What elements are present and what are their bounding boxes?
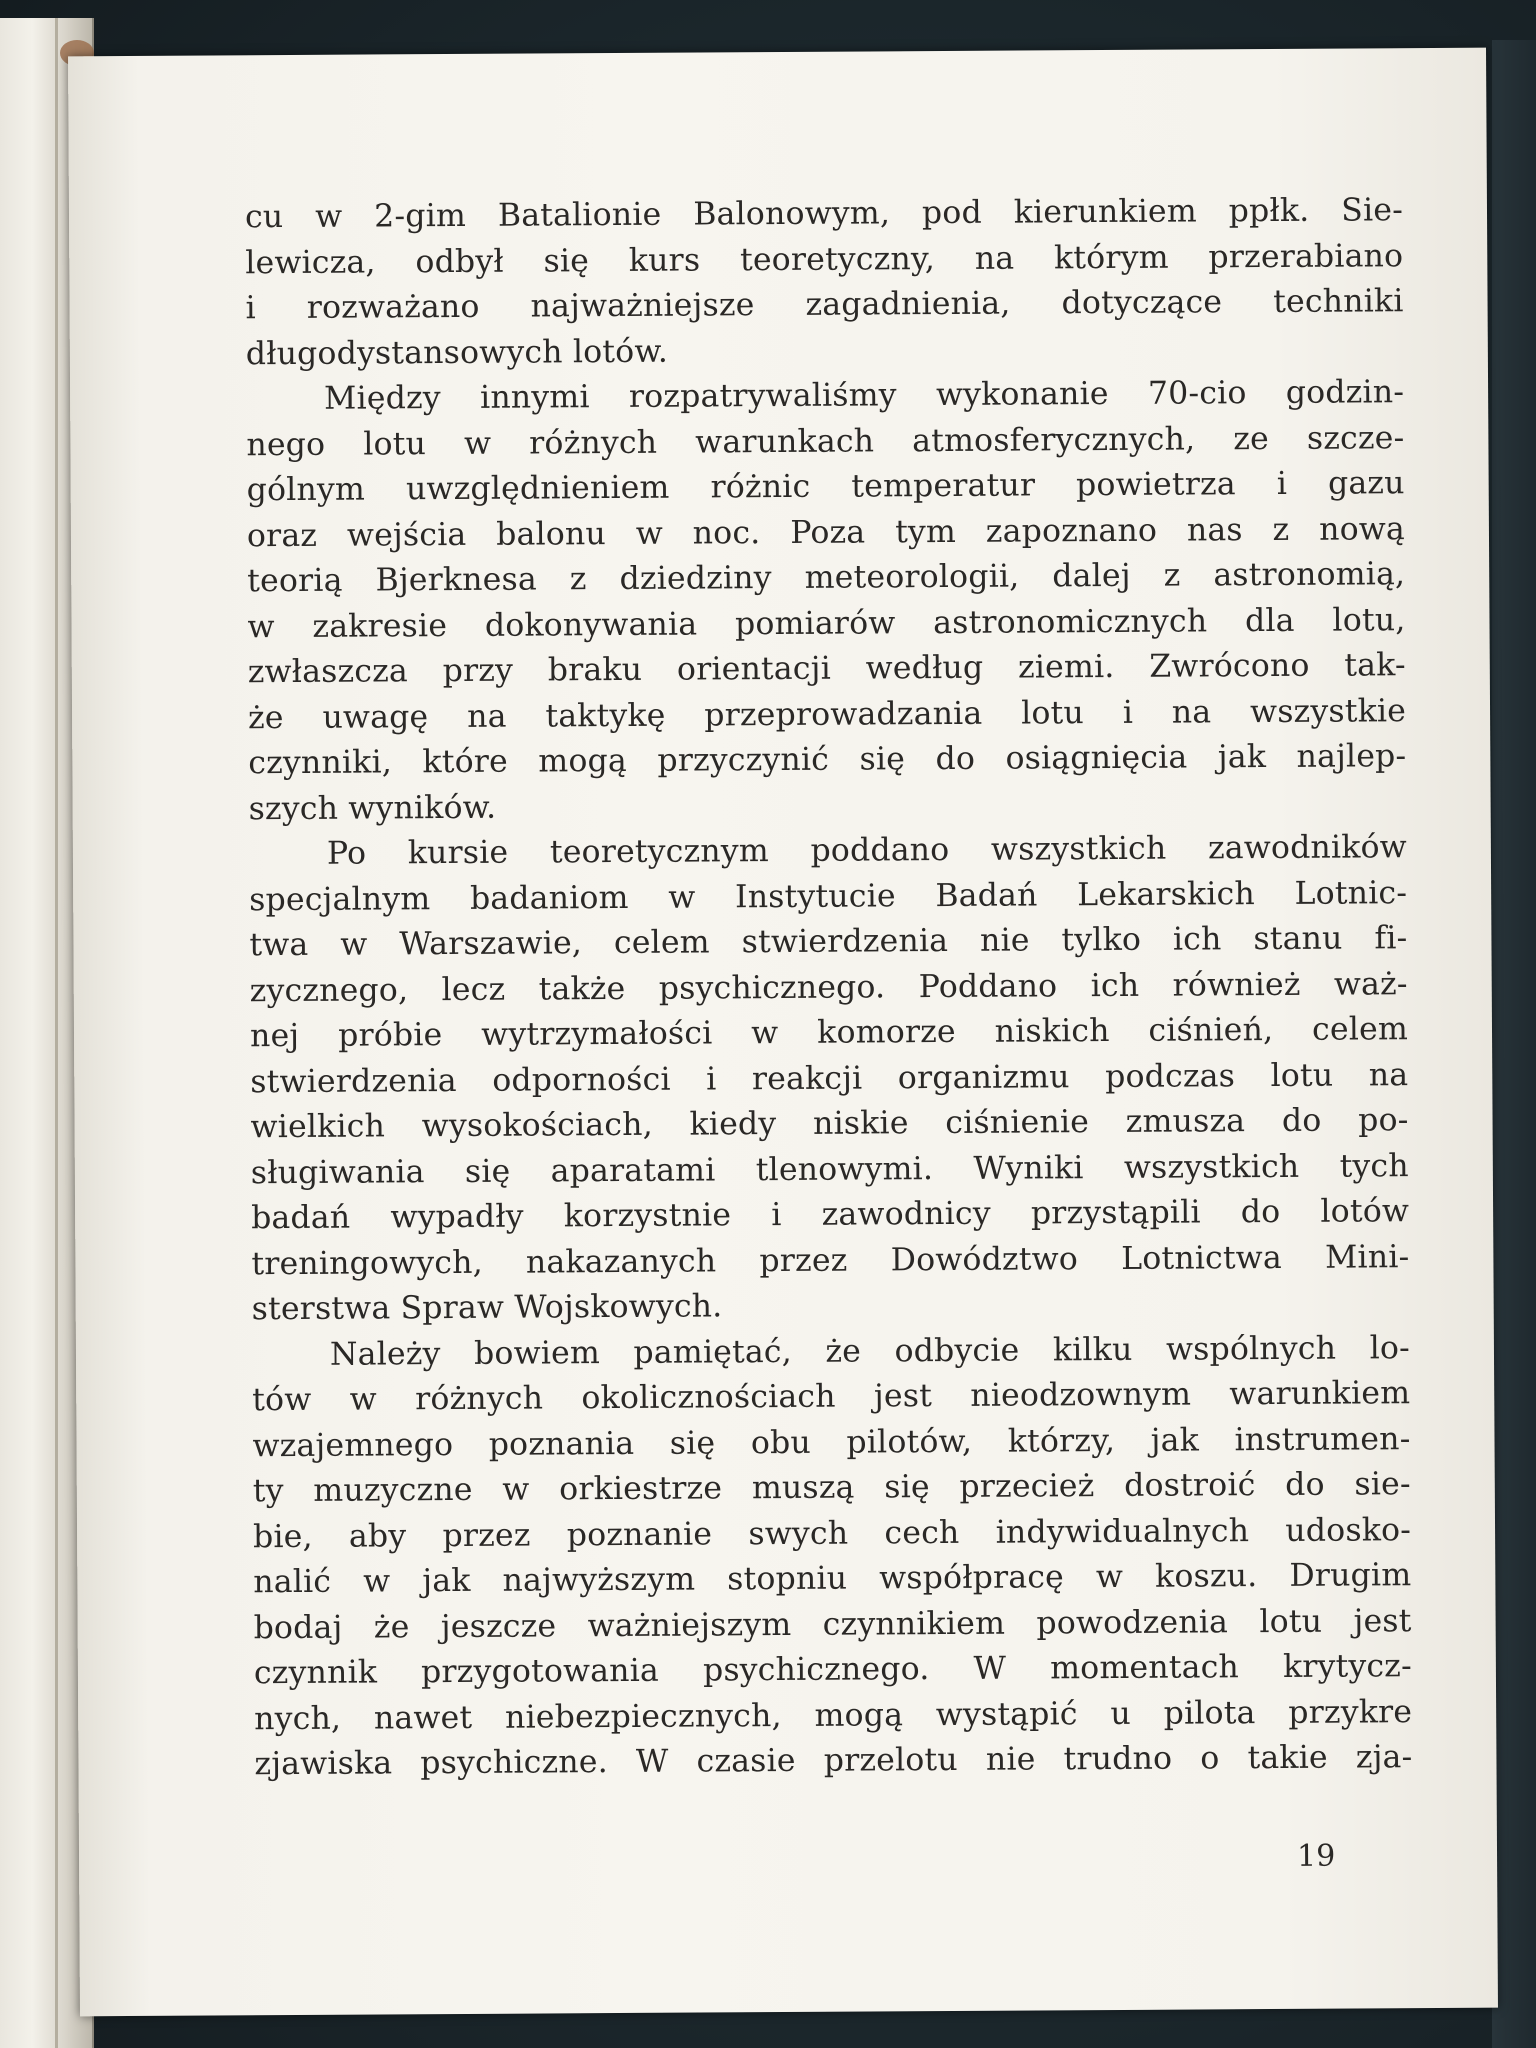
text-line: Po kursie teoretycznym poddano wszystkich zawodników: [326, 829, 1407, 872]
text-line: specjalnym badaniom w Instytucie Badań Lekarskich Lotnic-: [249, 874, 1408, 918]
text-line: wzajemnego poznania się obu pilotów, którzy, jak instrumen-: [252, 1420, 1411, 1464]
text-line: bodaj że jeszcze ważniejszym czynnikiem powodzenia lotu jest: [253, 1602, 1412, 1646]
text-line: nalić w jak najwyższym stopniu współpracę w koszu. Drugim: [253, 1557, 1412, 1601]
text-line: Należy bowiem pamiętać, że odbycie kilku wspólnych lo-: [329, 1329, 1411, 1373]
text-line: w zakresie dokonywania pomiarów astronomicznych dla lotu,: [247, 601, 1406, 645]
text-line: twa w Warszawie, celem stwierdzenia nie tylko ich stanu fi-: [249, 920, 1408, 964]
text-line: szych wyników.: [248, 789, 497, 827]
text-line: gólnym uwzględnieniem różnic temperatur powietrza i gazu: [246, 465, 1405, 509]
text-line: czynniki, które mogą przyczynić się do osiągnięcia jak najlep-: [248, 738, 1407, 782]
text-line: zwłaszcza przy braku orientacji według ziemi. Zwrócono tak-: [247, 647, 1406, 691]
text-line: wielkich wysokościach, kiedy niskie ciśnienie zmusza do po-: [250, 1102, 1409, 1146]
text-line: czynnik przygotowania psychicznego. W momentach krytycz-: [253, 1648, 1412, 1692]
text-line: i rozważano najważniejsze zagadnienia, dotyczące techniki: [245, 283, 1404, 327]
page-body-text: [245, 188, 1413, 1788]
text-line: nego lotu w różnych warunkach atmosferycznych, ze szcze-: [246, 419, 1405, 463]
table-surface: [1492, 40, 1536, 2048]
book-page: [68, 48, 1498, 2017]
text-line: sterstwa Spraw Wojskowych.: [251, 1288, 723, 1328]
text-line: zjawiska psychiczne. W czasie przelotu nie trudno o takie zja-: [254, 1739, 1413, 1783]
text-line: Między innymi rozpatrywaliśmy wykonanie 70-cio godzin-: [324, 374, 1405, 417]
text-line: nej próbie wytrzymałości w komorze niskich ciśnień, celem: [249, 1011, 1409, 1055]
text-line: nych, nawet niebezpiecznych, mogą wystąpić u pilota przykre: [254, 1693, 1413, 1737]
text-line: tów w różnych okolicznościach jest nieodzownym warunkiem: [252, 1375, 1411, 1419]
text-line: zycznego, lecz także psychicznego. Poddano ich również waż-: [249, 965, 1408, 1009]
text-line: bie, aby przez poznanie swych cech indywidualnych udosko-: [252, 1511, 1412, 1555]
page-number: 19: [1296, 1838, 1336, 1874]
text-line: badań wypadły korzystnie i zawodnicy przystąpili do lotów: [251, 1193, 1410, 1237]
text-line: oraz wejścia balonu w noc. Poza tym zapoznano nas z nową: [246, 510, 1406, 554]
text-line: ty muzyczne w orkiestrze muszą się przecież dostroić do sie-: [252, 1466, 1411, 1510]
text-line: długodystansowych lotów.: [245, 333, 669, 372]
text-line: treningowych, nakazanych przez Dowództwo Lotnictwa Mini-: [251, 1238, 1410, 1282]
text-line: cu w 2-gim Batalionie Balonowym, pod kierunkiem ppłk. Sie-: [244, 192, 1404, 236]
text-line: że uwagę na taktykę przeprowadzania lotu i na wszystkie: [247, 692, 1407, 736]
text-line: teorią Bjerknesa z dziedziny meteorologii, dalej z astronomią,: [247, 556, 1406, 600]
text-line: stwierdzenia odporności i reakcji organizmu podczas lotu na: [250, 1056, 1409, 1100]
text-line: lewicza, odbył się kurs teoretyczny, na którym przerabiano: [245, 237, 1404, 281]
text-line: sługiwania się aparatami tlenowymi. Wyniki wszystkich tych: [250, 1147, 1409, 1191]
